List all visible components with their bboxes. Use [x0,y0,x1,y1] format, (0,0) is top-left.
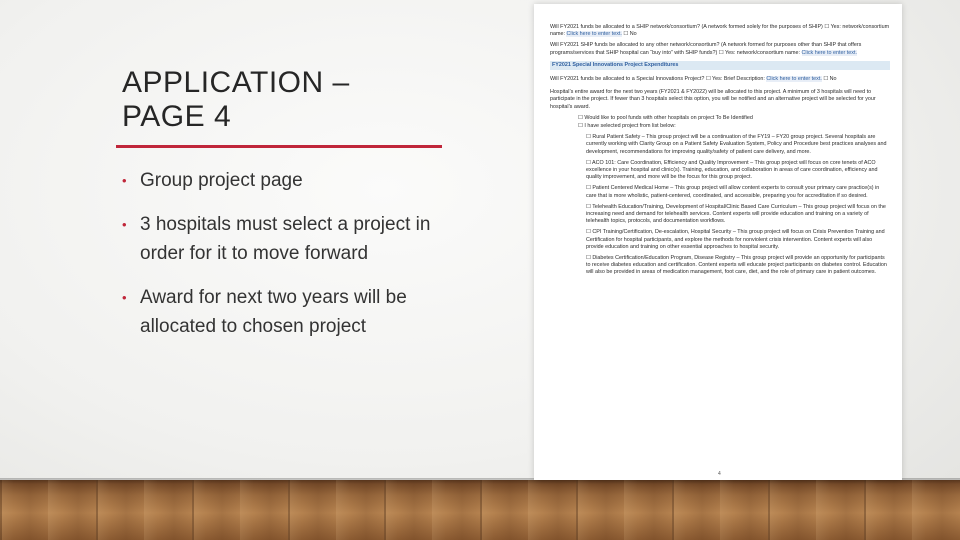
bullet-icon: • [122,217,127,232]
slide-title-line-2: PAGE 4 [122,100,232,133]
doc-option-selected-project: ☐ I have selected project from list below: [578,123,676,130]
document-screenshot [534,4,902,480]
doc-project-item: ☐ Diabetes Certification/Education Program, Disease Registry – This group project will provide an opportunity for participants to receive diabetes education and certification. Content experts will educate project participants on diabetes control. Education will also be provided in areas of medication management, foot care, diet, and the role of primary care in patient outcomes. [586,255,887,276]
slide-title [122,66,452,134]
doc-no-option: ☐ No [623,31,637,38]
doc-section-heading: FY2021 Special Innovations Project Expenditures [550,61,890,70]
doc-option-pool-funds: ☐ Would like to pool funds with other hospitals on project To Be Identified [578,114,753,121]
doc-project-item: ☐ Telehealth Education/Training, Development of Hospital/Clinic Based Care Curriculum – This group project will focus on the increasing need and demand for telehealth services. Content experts will provide education and training on a variety of telehealth topics, protocols, and documentation workflows. [586,203,886,225]
doc-page-number: 4 [718,471,721,477]
doc-question-text: Will FY2021 SHIP funds be allocated to any other network/consortium? (A network formed for purposes other than SHIP that offers programs/services that SHIP hospital can “buy into” with SHIP funds?) ☐ Yes: network/consortium name: [550,42,862,56]
doc-project-list [550,134,890,276]
doc-no-option: ☐ No [823,76,837,83]
document-content [550,24,890,281]
doc-project-item: ☐ Rural Patient Safety – This group project will be a continuation of the FY19 – FY20 group project. Several hospitals are currently working with Clarity Group on a Patient Safety Evaluation System, Policy and Procedure best practices analyses and development, recommendations for improving quality/safety of patient care delivery, and more. [586,134,887,155]
doc-project-item: ☐ CPI Training/Certification, De-escalation, Hospital Security – This group project will focus on Crisis Prevention Training and Certification for hospital participants, and explore the methods for nonviolent crisis intervention. Content experts will also provide education and training on other essential approaches to hospital security. [586,229,885,250]
bullet-icon: • [122,290,127,305]
doc-project-item: ☐ ACO 101: Care Coordination, Efficiency and Quality Improvement – This group project will focus on core tenets of ACO excellence in your hospital and clinic(s). Training, education, and collaboration in areas of care coordination, efficiency and quality improvement, and more will be the focus for this group project. [586,159,878,181]
doc-project-item: ☐ Patient Centered Medical Home – This group project will allow content experts to consult your primary care practice(s) in care that is more wholistic, patient-centered, coordinated, and accessible, preparing you for accreditation if so desired. [586,185,880,199]
bullet-list [122,166,452,356]
doc-text-field: Click here to enter text. [801,49,857,56]
slide-title-line-1: APPLICATION – [122,66,350,99]
bullet-text: Award for next two years will be allocated to chosen project [140,287,407,337]
doc-question-special-innovations [550,76,890,83]
bullet-text: Group project page [140,170,303,191]
doc-intro-paragraph: Hospital’s entire award for the next two years (FY2021 & FY2022) will be allocated to this project. A minimum of 3 hospitals will need to participate in the project. If fewer than 3 hospitals select this option, you will be notified and an alternative project will be selected for your hospital’s award. [550,89,876,110]
bullet-item [122,210,452,268]
doc-text-field: Click here to enter text. [766,76,822,83]
wood-floor-decoration [0,480,960,540]
bullet-text: 3 hospitals must select a project in order for it to move forward [140,214,431,264]
doc-question-ship-network [550,24,890,38]
bullet-item [122,283,452,341]
bullet-icon: • [122,173,127,188]
doc-question-text: Will FY2021 funds be allocated to a Special Innovations Project? ☐ Yes: Brief Description: [550,76,765,83]
doc-question-other-network [550,42,890,56]
doc-question-text: Will FY2021 funds be allocated to a SHIP network/consortium? (A network formed solely for the purposes of SHIP) ☐ Yes: network/consortium name: [550,24,890,38]
bullet-item [122,166,452,195]
doc-text-field: Click here to enter text. [566,31,622,38]
title-underline [116,145,442,148]
